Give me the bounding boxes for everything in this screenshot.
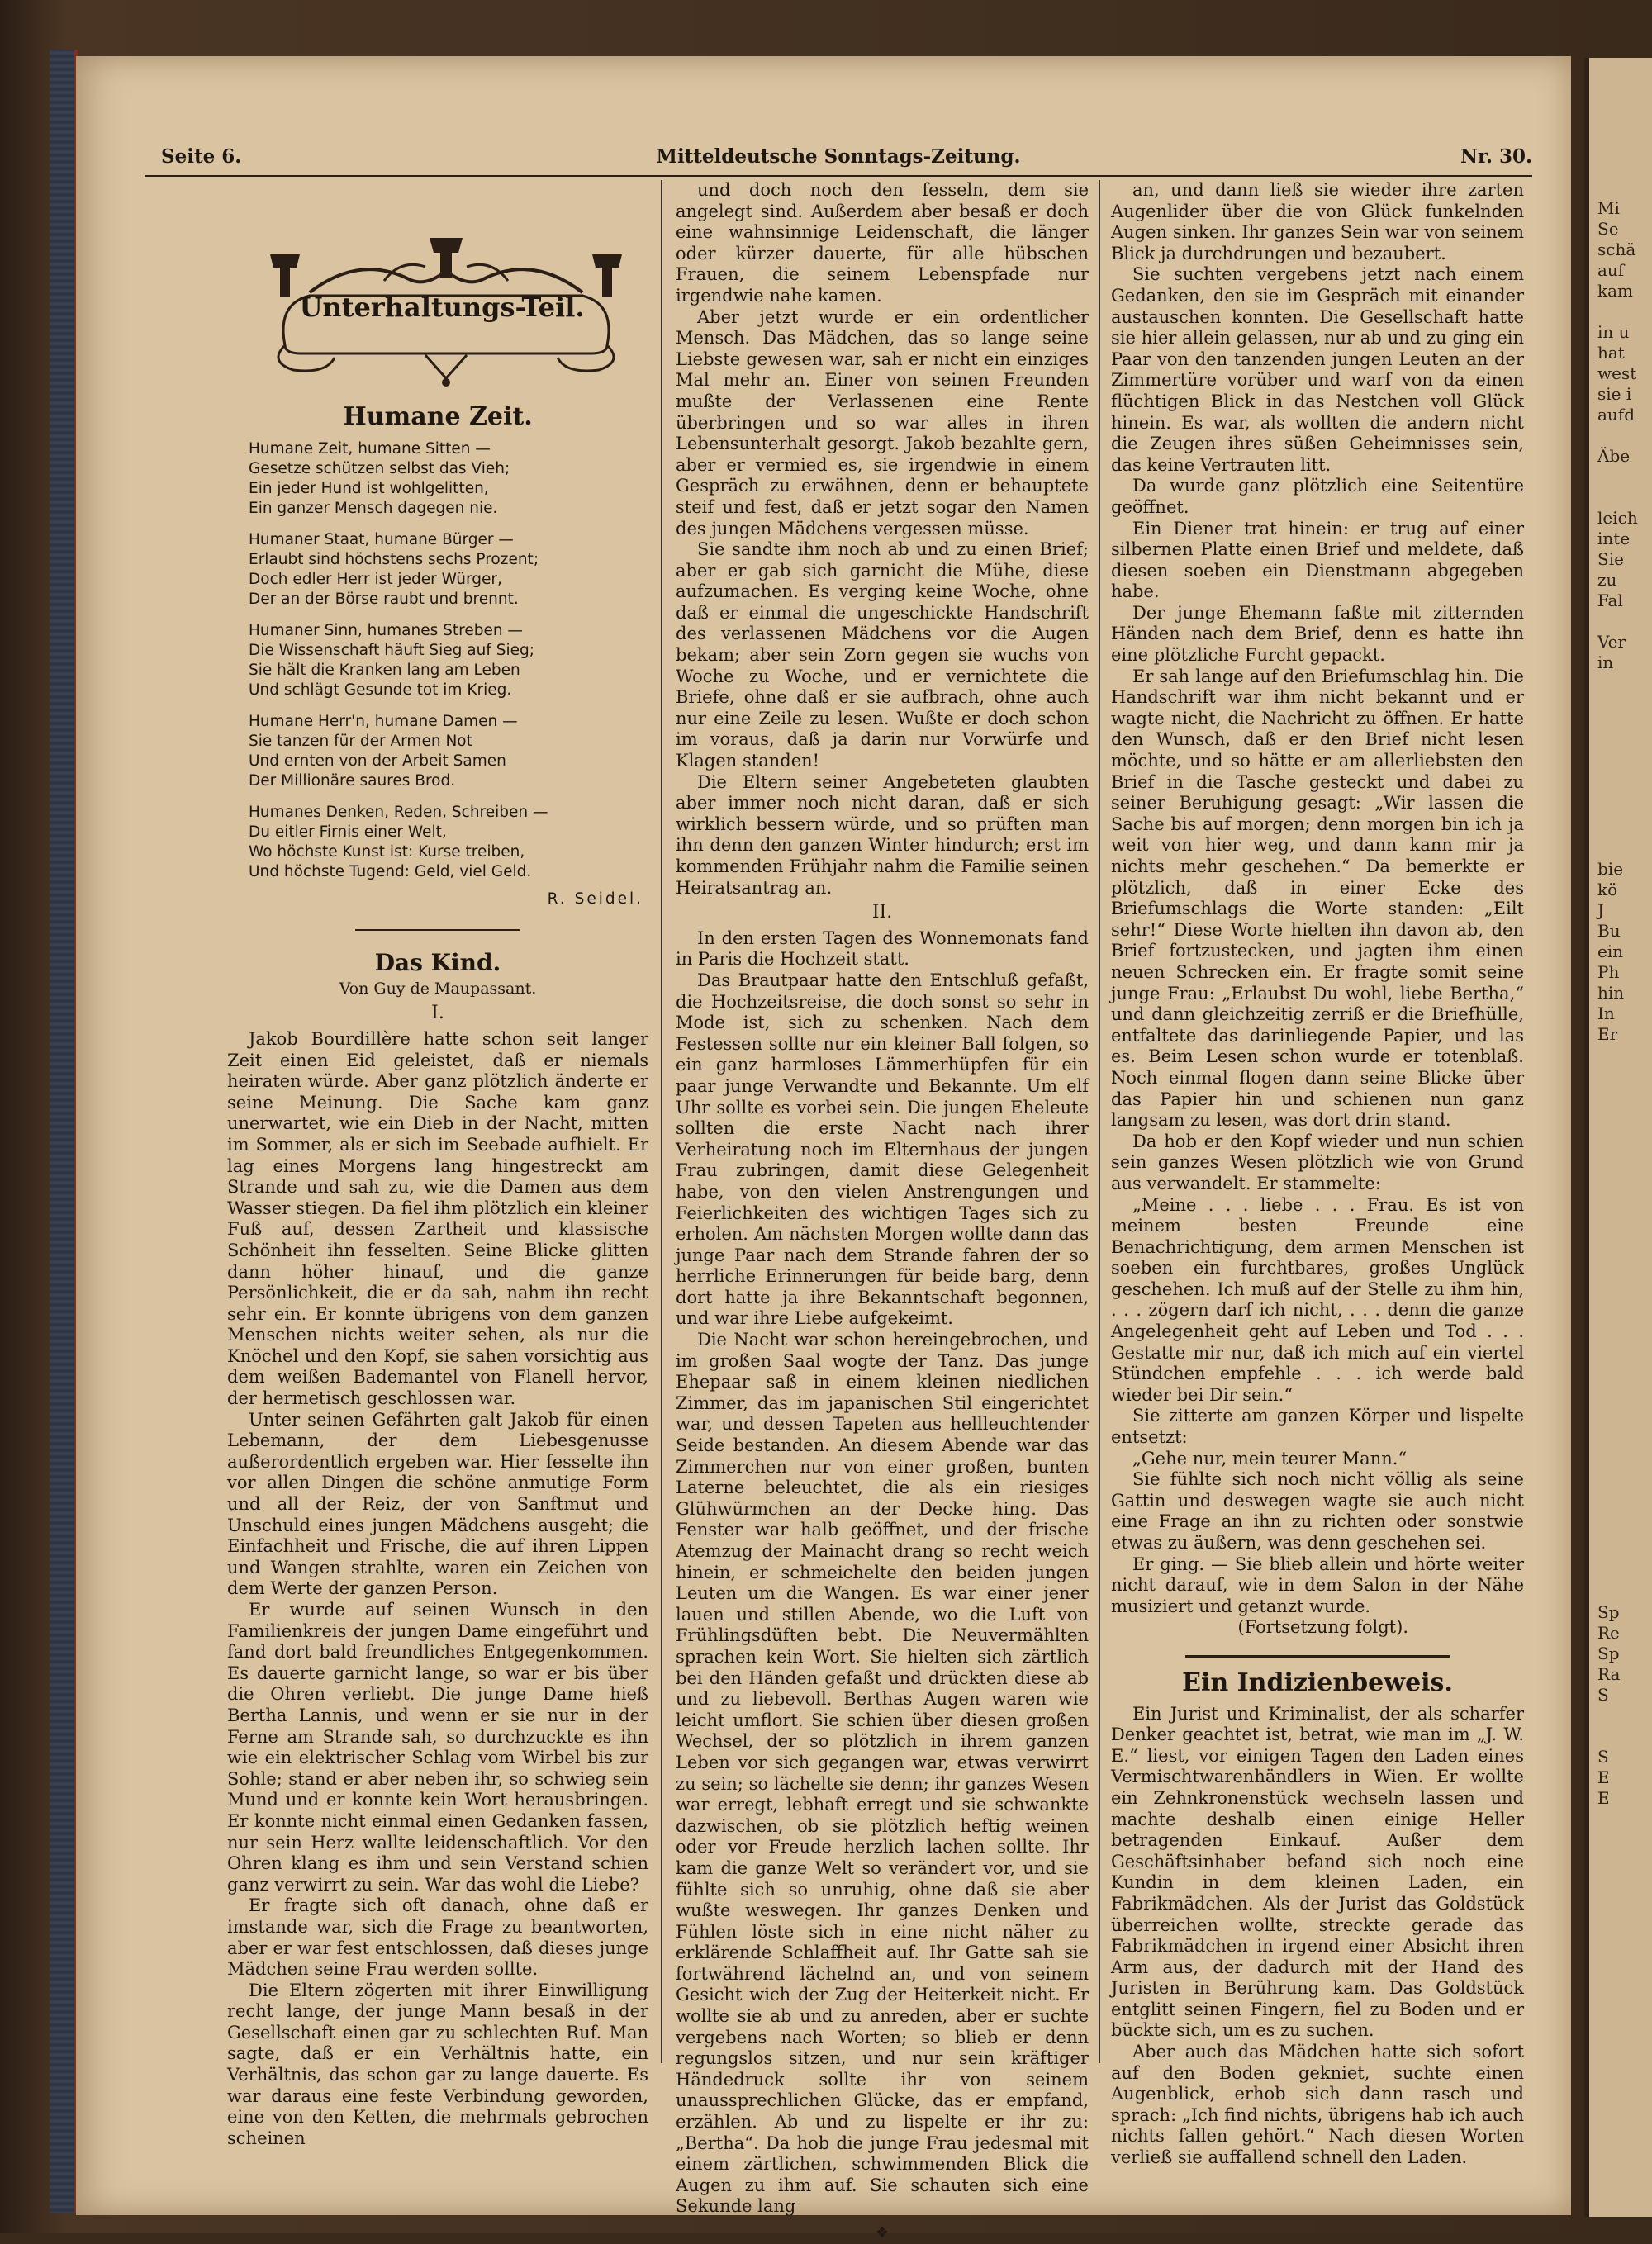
poem-line: Humanes Denken, Reden, Schreiben — (249, 803, 548, 821)
paragraph: Er sah lange auf den Briefumschlag hin. Die Handschrift war ihm nicht bekannt und er wagte nicht, die Nachricht zu öffnen. Er hatte den Wunsch, daß er den Brief nicht lesen möchte, und so hätte er am allerliebsten den Brief in die Tasche gesteckt und dabei zu seiner Beruhigung gesagt: „Wir lassen die Sache bis auf morgen; denn morgen bin ich ja weit von hier weg, und dann kann mir ja nichts mehr geschehen.“ Da bemerkte er plötzlich, daß in einer Ecke des Briefumschlags die Worte standen: „Eilt sehr!“ Diese Worte hielten ihn davon ab, den Brief fortzustecken, und jagten ihm einen neuen Schrecken ein. Er fragte somit seine junge Frau: „Erlaubst Du wohl, liebe Bertha,“ und dann gleichzeitig zerriß er die Briefhülle, entfaltete das darinliegende Papier, und las es. Beim Lesen schon wurde er totenblaß. Noch einmal flogen dann seine Blicke über das Papier hin und schienen nun ganz langsam zu lesen, was dort drin stand. (1111, 666, 1524, 1131)
paragraph: In den ersten Tagen des Wonnemonats fand in Paris die Hochzeit statt. (676, 927, 1089, 970)
next-page-edge (1584, 58, 1652, 2217)
next-page-fragment (1589, 611, 1652, 632)
next-page-fragment: in (1597, 652, 1614, 672)
page-number: Seite 6. (161, 145, 242, 168)
next-page-fragment (1589, 1478, 1652, 1499)
next-page-fragment (1589, 1086, 1652, 1107)
poem-line: Der an der Börse raubt und brennt. (249, 590, 519, 608)
paragraph: „Meine . . . liebe . . . Frau. Es ist von meinem besten Freunde eine Benachrichtigung, dem armen Menschen ist soeben ein furchtbares, großes Unglück geschehen. Ich muß auf der Stelle zu ihm hin, . . . zögern darf ich nicht, . . . denn die ganze Angelegenheit geht auf Leben und Tod . . . Gestatte mir nur, daß ich mich auf ein viertel Stündchen empfehle . . . ich werde bald wieder bei Dir sein.“ (1111, 1194, 1524, 1405)
next-page-fragment (1589, 487, 1652, 508)
paragraph: Die Eltern seiner Angebeteten glaubten aber immer noch nicht daran, daß er sich wirklich bessern würde, und so prüften man ihn denn den ganzen Winter hindurch; erst im kommenden Frühjahr nahm die Familie seinen Heiratsantrag an. (676, 771, 1089, 898)
paragraph: Ein Diener trat hinein: er trug auf einer silbernen Platte einen Brief und meldete, daß diesen soeben ein Dienstmann abgegeben habe. (1111, 518, 1524, 602)
paragraph: an, und dann ließ sie wieder ihre zarten Augenlider über die von Glück funkelnden Augen sinken. Ihr ganzes Sein war von seinem Blick ja durchdrungen und bezaubert. (1111, 180, 1524, 263)
next-page-fragment (1589, 1396, 1652, 1416)
next-page-fragment: sie i (1597, 384, 1632, 404)
next-page-fragment: S (1597, 1685, 1609, 1705)
poem-stanza (249, 439, 648, 519)
column-3 (1111, 180, 1524, 2169)
article-title: Ein Indizienbeweis. (1182, 1668, 1453, 1697)
section-banner (260, 221, 632, 395)
paragraph: Jakob Bourdillère hatte schon seit langer Zeit einen Eid geleistet, daß er niemals heiraten würde. Aber ganz plötzlich änderte er seine Meinung. Die Sache kam ganz unerwartet, wie ein Dieb in der Nacht, mitten im Sommer, als er sich im Seebade aufhielt. Er lag eines Morgens lang hingestreckt am Strande und sah zu, wie die Damen aus dem Wasser stiegen. Da fiel ihm plötzlich ein kleiner Fuß auf, dessen Zartheit und klassische Schönheit ihn fesselten. Seine Blicke glitten dann höher hinauf, und die ganze Persönlichkeit, die er da sah, nahm ihn recht sehr ein. Er konnte übrigens von dem ganzen Menschen nichts weiter sehen, als nur die Knöchel und den Kopf, sie sahen vorsichtig aus dem weißen Bademantel von Flanell hervor, der hermetisch geschlossen war. (227, 1028, 648, 1409)
next-page-fragment (1589, 1375, 1652, 1396)
next-page-fragment: Re (1597, 1623, 1620, 1643)
next-page-fragment (1589, 1561, 1652, 1582)
section-separator (355, 929, 520, 931)
next-page-fragment (1589, 797, 1652, 818)
next-page-fragment (1589, 1169, 1652, 1189)
column-rule-2 (1099, 180, 1100, 2063)
paragraph: Das Brautpaar hatte den Entschluß gefaßt, die Hochzeitsreise, die doch sonst so sehr in Mode ist, sich zu schenken. Nach dem Festessen sollte nur ein kleiner Ball folgen, so ein ganz harmloses Lämmerhüpfen für ein paar junge Verwandte und Bekannte. Um elf Uhr sollte es vorbei sein. Die jungen Eheleute sollten die erste Nacht nach ihrer Verheiratung noch im Elternhaus der jungen Frau zubringen, damit diese Gelegenheit habe, von den vielen Anstrengungen und Feierlichkeiten des wichtigen Tages sich zu erholen. Am nächsten Morgen wollte dann das junge Paar nach dem Strande fahren der so herrliche Erinnerungen für beide barg, denn dort hatte ja ihre Bekanntschaft begonnen, und war ihre Liebe aufgekeimt. (676, 970, 1089, 1329)
next-page-fragment (1589, 735, 1652, 756)
paragraph: Sie sandte ihm noch ab und zu einen Brief; aber er gab sich garnicht die Mühe, diese aufzumachen. Es verging keine Woche, ohne daß er einmal die ungeschickte Handschrift des verlassenen Mädchens vor die Augen bekam; aber sein Zorn gegen sie wuchs von Woche zu Woche, und er vernichtete die Briefe, ohne daß er sie aufbrach, ohne auch nur eine Zeile zu lesen. Wußte er doch schon im voraus, daß ja darin nur Vorwürfe und Klagen standen! (676, 539, 1089, 771)
paragraph: Der junge Ehemann faßte mit zitternden Händen nach dem Brief, denn es hatte ihn eine plötzliche Furcht gepackt. (1111, 602, 1524, 666)
paragraph: Aber jetzt wurde er ein ordentlicher Mensch. Das Mädchen, das so lange seine Liebste gewesen war, sah er nicht ein einziges Mal mehr an. Einer von seinen Freunden mußte der Verlassenen eine Rente überbringen und so war alles in ihren Lebensunterhalt gesorgt. Jakob bezahlte gern, aber er vermied es, sie irgendwie in einem Gespräch zu erwähnen, denn er behauptete steif und fest, daß er jetzt sogar den Namen des jungen Mädchens vergessen müsse. (676, 306, 1089, 538)
next-page-fragment (1589, 1416, 1652, 1437)
next-page-fragment (1589, 714, 1652, 735)
story-text-col2b (676, 928, 1089, 2218)
next-page-fragment (1589, 673, 1652, 694)
next-page-fragment (1589, 1045, 1652, 1065)
next-page-fragment: In (1597, 1003, 1615, 1023)
paragraph: „Gehe nur, mein teurer Mann.“ (1132, 1448, 1408, 1468)
next-page-fragment: Ph (1597, 962, 1620, 982)
next-page-fragment: inte (1597, 529, 1631, 548)
newspaper-title: Mitteldeutsche Sonntags-Zeitung. (656, 145, 1021, 168)
next-page-fragment (1589, 1437, 1652, 1458)
poem-line: Gesetze schützen selbst das Vieh; (249, 459, 510, 477)
next-page-fragment (1589, 1499, 1652, 1520)
next-page-fragment: Äbe (1597, 446, 1631, 466)
paragraph: Er ging. — Sie blieb allein und hörte weiter nicht darauf, wie in dem Salon in der Nähe musiziert und getanzt wurde. (1111, 1554, 1524, 1616)
poem-line: Der Millionäre saures Brod. (249, 771, 456, 790)
next-page-fragment: ein (1597, 942, 1624, 961)
poem-line: Sie hält die Kranken lang am Leben (249, 661, 520, 679)
paragraph: Er fragte sich oft danach, ohne daß er imstande war, sich die Frage zu beantworten, aber er war fest entschlossen, daß dieses junge Mädchen seine Frau werden sollte. (227, 1895, 648, 1980)
paragraph: und doch noch den fesseln, dem sie angelegt sind. Außerdem aber besaß er doch eine wahnsinnige Leidenschaft, die länger oder kürzer dauerte, für alle hübschen Frauen, die seinem Lebenspfade nur irgendwie nahe kamen. (676, 180, 1089, 306)
poem-line: Humane Zeit, humane Sitten — (249, 439, 491, 458)
poem-author: R. Seidel. (547, 890, 643, 908)
small-ornament-icon: ❖ (875, 2224, 890, 2242)
paragraph: Ein Jurist und Kriminalist, der als scharfer Denker geachtet ist, betrat, wie man im „J. W. E.“ liest, vor einigen Tagen den Laden eines Vermischtwarenhändlers in Wien. Er wollte ein Zehnkronenstück wechseln lassen und machte deshalb einen einige Heller betragenden Einkauf. Außer dem Geschäftsinhaber befand sich noch eine Kundin in dem kleinen Laden, ein Fabrikmädchen. Als der Jurist das Goldstück überreichen wollte, streckte gerade das Fabrikmädchen in irgend einer Absicht ihren Arm aus, der dadurch mit der Hand des Juristen in Berührung kam. Das Goldstück entglitt seinen Fingern, fiel zu Boden und er bückte sich, um es zu suchen. (1111, 1703, 1524, 2041)
paragraph: Da wurde ganz plötzlich eine Seitentüre geöffnet. (1111, 476, 1524, 517)
paragraph: Sie fühlte sich noch nicht völlig als seine Gattin und deswegen wagte sie auch nicht eine Frage an ihn zu richten oder sonstwie etwas zu äußern, was denn geschehen sei. (1111, 1469, 1524, 1553)
next-page-fragment (1589, 1582, 1652, 1602)
next-page-fragment (1589, 1726, 1652, 1747)
next-page-fragment: Sp (1597, 1602, 1620, 1622)
next-page-fragment (1589, 756, 1652, 776)
poem-stanza (249, 803, 648, 882)
column-rule-1 (661, 180, 662, 2063)
next-page-fragment: Ra (1597, 1664, 1621, 1684)
next-page-fragment: auf (1597, 260, 1625, 280)
poem-stanza (249, 530, 648, 610)
next-page-fragment: E (1597, 1788, 1610, 1808)
next-page-fragment (1589, 1127, 1652, 1148)
next-page-fragment (1589, 1272, 1652, 1293)
story-text-col3 (1111, 180, 1524, 1617)
poem-line: Die Wissenschaft häuft Sieg auf Sieg; (249, 641, 534, 659)
next-page-fragment (1589, 1251, 1652, 1272)
book-spine (50, 50, 78, 2213)
page-header (145, 139, 1532, 172)
poem-line: Wo höchste Kunst ist: Kurse treiben, (249, 842, 525, 861)
poem-line: Humaner Sinn, humanes Streben — (249, 621, 523, 639)
story-byline: Von Guy de Maupassant. (339, 979, 537, 998)
story-text-col1 (227, 1029, 648, 2149)
next-page-fragment: E (1597, 1767, 1610, 1787)
story-title: Das Kind. (374, 949, 501, 977)
next-page-fragment (1589, 1540, 1652, 1561)
paragraph: Sie zitterte am ganzen Körper und lispelte entsetzt: (1111, 1406, 1524, 1448)
next-page-fragment (1589, 1231, 1652, 1251)
next-page-fragment (1589, 1107, 1652, 1127)
next-page-fragment (1589, 818, 1652, 838)
poem-stanza (249, 712, 648, 791)
poem-stanza (249, 621, 648, 700)
next-page-fragment: zu (1597, 570, 1617, 590)
section-title: Unterhaltungs-Teil. (299, 292, 585, 323)
paragraph: Die Eltern zögerten mit ihrer Einwilligung recht lange, der junge Mann besaß in der Gesellschaft einen gar zu schlechten Ruf. Man sagte, daß er ein Verhältnis hatte, ein Verhältnis, das schon gar zu lange dauerte. Es war daraus eine feste Verbindung geworden, eine von den Ketten, die mehrmals gebrochen scheinen (227, 1980, 648, 2148)
next-page-fragment: west (1597, 363, 1637, 383)
next-page-fragment (1589, 467, 1652, 487)
next-page-fragment: aufd (1597, 405, 1635, 425)
paragraph: Die Nacht war schon hereingebrochen, und im großen Saal wogte der Tanz. Das junge Ehepaar saß in einem kleinen niedlichen Zimmer, das im japanischen Stil eingerichtet war, und dessen Tapeten aus hellleuchtender Seide bestanden. An diesem Abende war das Zimmerchen nur von einer großen, bunten Laterne beleuchtet, die als ein riesiges Glühwürmchen an der Decke hing. Das Fenster war halb geöffnet, und der frische Atemzug der Mainacht drang so recht weich hinein, er schmeichelte den beiden jungen Leuten um die Wangen. Es war einer jener lauen und stillen Abende, wo die Luft von Frühlingsdüften bebt. Die Neuvermählten sprachen kein Wort. Sie hielten sich zärtlich bei den Händen gefaßt und drückten diese ab und zu liebevoll. Berthas Augen waren wie leicht umflort. Sie schien über diesen großen Wechsel, der so plötzlich in ihrem ganzen Leben vor sich gegangen war, etwas verwirrt zu sein; so lächelte sie denn; ihr ganzes Wesen war erregt, lebhaft erregt und sie schwankte dazwischen, ob sie plötzlich heftig weinen oder vor Freude herzlich lachen sollte. Ihr kam die ganze Welt so verändert vor, und sie fühlte sich so unruhig, ohne daß sie aber wußte weswegen. Ihr ganzes Denken und Fühlen löste sich in eine nicht näher zu erklärende Schlaffheit auf. Ihr Gatte sah sie fortwährend lächelnd an, und von seinem Gesicht wich der Zug der Heiterkeit nicht. Er wollte sie ab und zu anreden, aber er suchte vergebens nach Worten; so blieb er denn regungslos sitzen, und nur sein kräftiger Händedruck sollte ihr von seinem unaussprechlichen Glücke, das er empfand, erzählen. Ab und zu lispelte er ihr zu: „Bertha“. Da hob die junge Frau jedesmal mit einem zärtlichen, schwimmenden Blick die Augen zu ihm auf. Sie schauten sich eine Sekunde lang (676, 1330, 1089, 2217)
article-body (1111, 1704, 1524, 2169)
poem-line: Erlaubt sind höchstens sechs Prozent; (249, 550, 539, 568)
next-page-fragment: hat (1597, 343, 1625, 363)
poem-line: Ein jeder Hund ist wohlgelitten, (249, 479, 489, 497)
next-page-fragment (1589, 1293, 1652, 1313)
column-2 (676, 180, 1089, 2244)
next-page-fragment (1589, 1520, 1652, 1540)
poem-body (227, 439, 648, 882)
poem-line: Ein ganzer Mensch dagegen nie. (249, 499, 498, 517)
next-page-fragment (1589, 1706, 1652, 1726)
poem-line: Sie tanzen für der Armen Not (249, 732, 472, 750)
paragraph: Aber auch das Mädchen hatte sich sofort auf den Boden gekniet, suchte einen Augenblick, erhob sich dann rasch und sprach: „Ich find nichts, übrigens hab ich auch nichts fallen gehört.“ Nach diesen Worten verließ sie auffallend schnell den Laden. (1111, 2042, 1524, 2168)
next-page-fragment: Bu (1597, 921, 1621, 941)
next-page-fragment (1589, 1065, 1652, 1086)
paragraph: Sie suchten vergebens jetzt nach einem Gedanken, den sie im Gespräch mit einander austauschen konnten. Die Gesellschaft hatte sie hier allein gelassen, nur ab und zu ging ein Paar von den tanzenden jungen Leuten an der Zimmertüre vorüber und warf von da einen flüchtigen Blick in das Nestchen voll Glück hinein. Es war, als wollten die andern nicht die Zeugen ihres süßen Geheimnisses sein, das keine Vertrauten litt. (1111, 264, 1524, 475)
next-page-fragment (1589, 694, 1652, 714)
next-page-fragment (1589, 776, 1652, 797)
next-page-fragment: bie (1597, 859, 1624, 879)
issue-number: Nr. 30. (1460, 145, 1532, 168)
story-text-col2a (676, 180, 1089, 899)
next-page-fragment (1589, 1313, 1652, 1334)
part-numeral: II. (871, 902, 893, 923)
continued-note: (Fortsetzung folgt). (1237, 1617, 1408, 1638)
next-page-fragment (1589, 1354, 1652, 1375)
next-page-fragment: Sp (1597, 1644, 1620, 1663)
next-page-fragment (1589, 1458, 1652, 1478)
next-page-fragment (1589, 1334, 1652, 1354)
poem-line: Doch edler Herr ist jeder Würger, (249, 570, 502, 588)
poem-line: Und ernten von der Arbeit Samen (249, 752, 506, 770)
next-page-fragment: Fal (1597, 591, 1623, 610)
next-page-fragment: Er (1597, 1024, 1618, 1044)
next-page-fragment: S (1597, 1747, 1609, 1767)
part-numeral: I. (431, 1003, 444, 1024)
next-page-fragment: schä (1597, 240, 1636, 259)
next-page-fragment: in u (1597, 322, 1630, 342)
poem-line: Du eitler Firnis einer Welt, (249, 823, 447, 841)
next-page-fragment (1589, 1189, 1652, 1210)
poem-title: Humane Zeit. (343, 402, 533, 431)
section-separator (1185, 1655, 1450, 1658)
next-page-fragment: kam (1597, 281, 1634, 301)
next-page-fragment (1589, 1210, 1652, 1231)
next-page-fragment (1589, 301, 1652, 322)
column-1 (227, 180, 648, 2149)
paragraph: Unter seinen Gefährten galt Jakob für einen Lebemann, der dem Liebesgenusse außerordentlich ergeben war. Hier fesselte ihn vor allen Dingen die schöne anmutige Form und all der Reiz, der von Sanftmut und Unschuld eines jungen Mädchens ausgeht; die Einfachheit und Frische, die auf ihren Lippen und Wangen strahlte, waren ein Zeichen von dem Werte der ganzen Person. (227, 1409, 648, 1599)
poem-line: Humaner Staat, humane Bürger — (249, 530, 514, 548)
poem-line: Humane Herr'n, humane Damen — (249, 712, 518, 730)
header-rule (145, 175, 1532, 177)
next-page-fragment (1589, 838, 1652, 859)
paragraph: Er wurde auf seinen Wunsch in den Familienkreis der jungen Dame eingeführt und fand dort bald freundliches Entgegenkommen. Es dauerte garnicht lange, so war er bis über die Ohren verliebt. Die junge Dame hieß Bertha Lannis, und wenn er sie nur in der Ferne am Strande sah, so durchzuckte es ihn wie ein elektrischer Schlag vom Wirbel bis zur Sohle; stand er aber neben ihr, so schwieg sein Mund und er konnte kein Wort herausbringen. Er konnte nicht einmal einen Gedanken fassen, nur sein Herz wallte leidenschaftlich. Vor den Ohren klang es ihm und sein Verstand schien ganz verwirrt zu sein. War das wohl die Liebe? (227, 1600, 648, 1895)
next-page-fragment: Se (1597, 219, 1619, 239)
next-page-fragment: Ver (1597, 632, 1626, 652)
poem-line: Und höchste Tugend: Geld, viel Geld. (249, 862, 532, 880)
next-page-fragment (1589, 1148, 1652, 1169)
paragraph: Da hob er den Kopf wieder und nun schien sein ganzes Wesen plötzlich wie von Grund aus verwandelt. Er stammelte: (1111, 1131, 1524, 1193)
next-page-fragment: kö (1597, 880, 1618, 899)
next-page-fragment: Mi (1597, 198, 1620, 218)
next-page-fragment (1589, 425, 1652, 446)
next-page-fragment: hin (1597, 983, 1625, 1003)
next-page-fragment: Sie (1597, 549, 1624, 569)
next-page-fragment: leich (1597, 508, 1638, 528)
next-page-fragment: J (1597, 900, 1605, 920)
poem-line: Und schlägt Gesunde tot im Krieg. (249, 681, 512, 699)
